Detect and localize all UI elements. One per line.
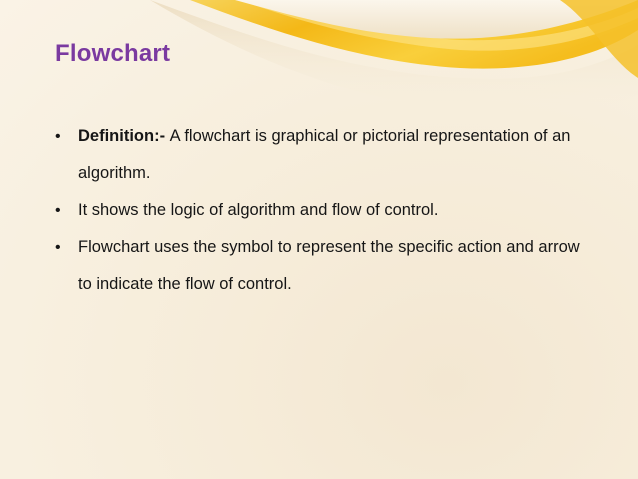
bullet-term: Definition:- (78, 127, 170, 145)
bullet-text: It shows the logic of algorithm and flow of control. (78, 201, 439, 219)
bullet-dot-icon: • (55, 128, 61, 145)
bullet-dot-icon: • (55, 202, 61, 219)
bullet-text: A flowchart is graphical or pictorial representation of an algorithm. (78, 127, 571, 182)
bullet-item-definition (53, 118, 593, 192)
bullet-text: Flowchart uses the symbol to represent the specific action and arrow to indicate the flow of control. (78, 238, 580, 293)
bullet-list (53, 118, 593, 303)
bullet-item-logic (53, 192, 593, 229)
slide-title: Flowchart (55, 40, 171, 67)
bullet-item-symbols (53, 229, 593, 303)
bullet-dot-icon: • (55, 239, 61, 256)
